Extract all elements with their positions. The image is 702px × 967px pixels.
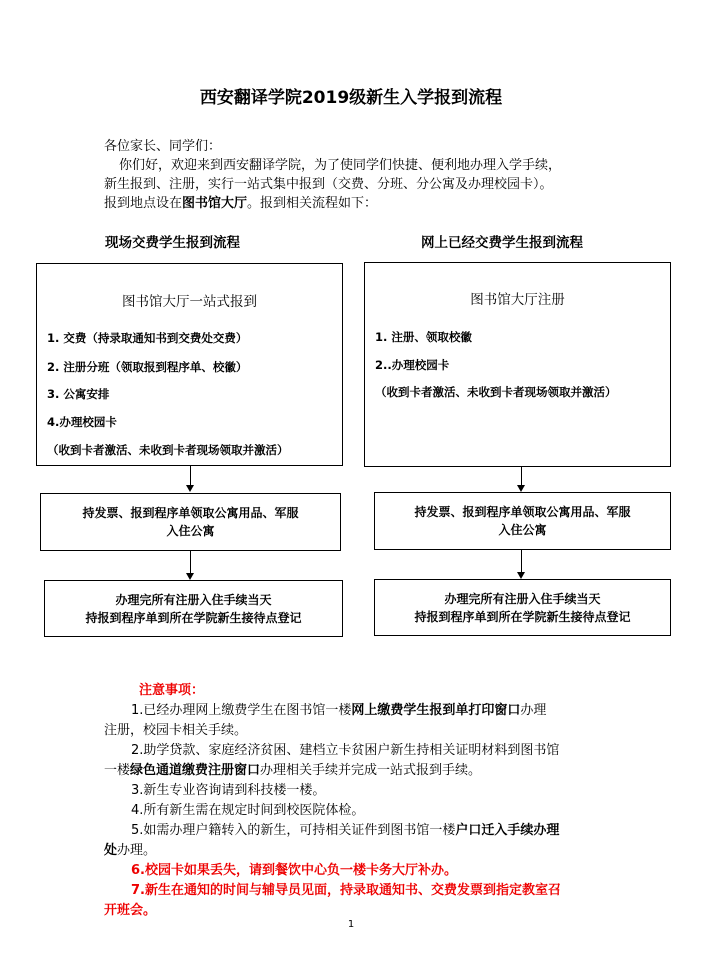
right-item-2: 2..办理校园卡 [375,358,450,372]
note-2: 2.助学贷款、家庭经济贫困、建档立卡贫困户新生持相关证明材料到图书馆 [131,743,560,758]
note-2-cont [104,761,624,781]
right-step-2-line-1: 持发票、报到程序单领取公寓用品、军服 [414,505,631,519]
note-text: 办理 [520,703,547,718]
left-item-5: （收到卡者激活、未收到卡者现场领取并激活） [47,443,289,457]
right-item-3: （收到卡者激活、未收到卡者现场领取并激活） [375,385,617,399]
left-item-1: 1. 交费（持录取通知书到交费处交费） [47,331,248,345]
arrow-down-icon [186,573,194,580]
left-column-heading: 现场交费学生报到流程 [105,235,240,251]
note-1 [104,701,624,721]
note-highlight: 处 [104,843,118,858]
intro-text: 报到地点设在 [104,196,183,211]
page-number: 1 [347,919,355,930]
intro-line-2: 新生报到、注册，实行一站式集中报到（交费、分班、分公寓及办理校园卡）。 [104,177,553,192]
right-main-box [364,262,671,467]
note-text: 1.已经办理网上缴费学生在图书馆一楼 [131,703,352,718]
left-item-4: 4.办理校园卡 [47,415,117,429]
note-5-cont [104,841,624,861]
note-7-cont: 开班会。 [104,903,157,918]
note-1-cont: 注册，校园卡相关手续。 [104,723,248,738]
intro-section [104,137,624,213]
left-main-box [36,263,343,466]
right-step-2-box [374,492,671,550]
left-item-2: 2. 注册分班（领取报到程序单、校徽） [47,360,248,374]
arrow-line [521,550,522,572]
right-step-2-line-2: 入住公寓 [498,523,547,537]
note-text: 5.如需办理户籍转入的新生，可持相关证件到图书馆一楼 [131,823,456,838]
arrow-down-icon [517,485,525,492]
note-3: 3.新生专业咨询请到科技楼一楼。 [131,783,326,798]
notes-heading: 注意事项： [139,683,205,698]
note-5 [104,821,624,841]
note-7: 7.新生在通知的时间与辅导员见面，持录取通知书、交费发票到指定教室召 [131,883,561,898]
arrow-line [521,467,522,485]
note-text: 一楼 [104,763,131,778]
left-step-2-line-1: 持发票、报到程序单领取公寓用品、军服 [82,506,299,520]
note-4: 4.所有新生需在规定时间到校医院体检。 [131,803,365,818]
page-title: 西安翻译学院2019级新生入学报到流程 [199,88,503,108]
note-text: 办理相关手续并完成一站式报到手续。 [260,763,482,778]
note-highlight: 网上缴费学生报到单打印窗口 [351,703,521,718]
notes-section [104,681,624,921]
left-box-title: 图书馆大厅一站式报到 [122,294,257,310]
intro-line-3 [104,194,624,213]
right-step-3-line-2: 持报到程序单到所在学院新生接待点登记 [414,609,631,624]
note-6: 6.校园卡如果丢失，请到餐饮中心负一楼卡务大厅补办。 [131,863,457,878]
intro-greeting: 各位家长、同学们： [104,139,222,154]
arrow-down-icon [517,572,525,579]
note-text: 办理。 [117,843,157,858]
left-step-2-line-2: 入住公寓 [166,524,215,538]
arrow-line [190,466,191,485]
right-column-heading: 网上已经交费学生报到流程 [421,235,583,251]
note-highlight: 户口迁入手续办理 [455,823,560,838]
arrow-line [190,551,191,573]
right-step-3-box [374,579,671,636]
left-step-2-box [40,493,341,551]
arrow-down-icon [186,485,194,492]
left-step-3-line-2: 持报到程序单到所在学院新生接待点登记 [85,610,302,625]
note-highlight: 绿色通道缴费注册窗口 [130,763,261,778]
right-step-3-line-1: 办理完所有注册入住手续当天 [444,591,601,606]
intro-location: 图书馆大厅 [182,196,248,211]
right-box-title: 图书馆大厅注册 [470,292,565,308]
right-item-1: 1. 注册、领取校徽 [375,330,472,344]
left-item-3: 3. 公寓安排 [47,387,110,401]
intro-text: 。报到相关流程如下： [247,196,378,211]
left-step-3-line-1: 办理完所有注册入住手续当天 [115,592,272,607]
left-step-3-box [44,580,343,637]
intro-line-1: 你们好，欢迎来到西安翻译学院，为了使同学们快捷、便利地办理入学手续， [119,158,562,173]
